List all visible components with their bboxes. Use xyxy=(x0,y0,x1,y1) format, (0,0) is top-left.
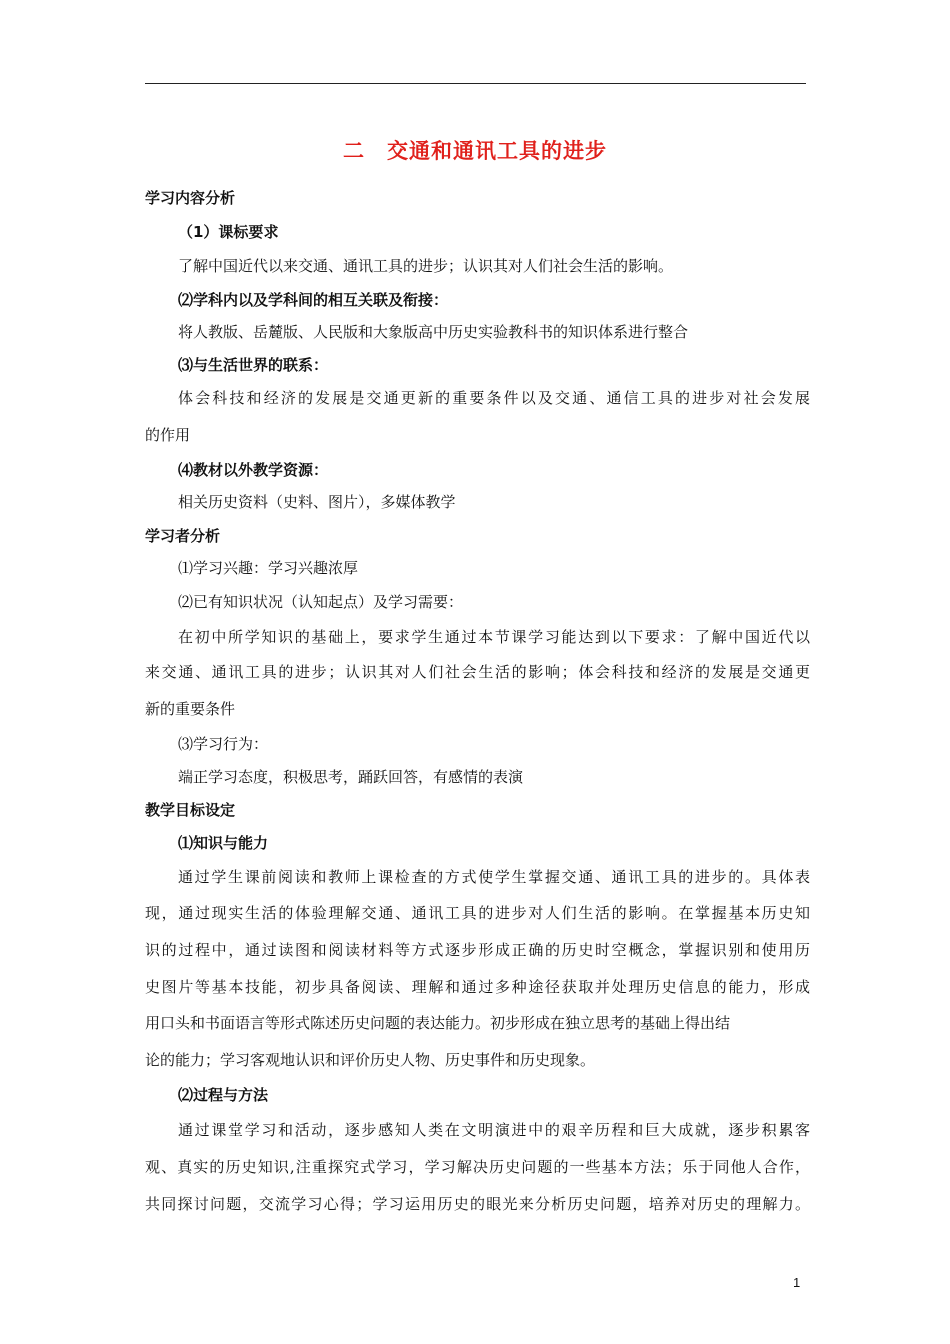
subheading: ⑵学科内以及学科间的相互关联及衔接： xyxy=(178,291,449,309)
text-line: 观、真实的历史知识,注重探究式学习，学习解决历史问题的一些基本方法；乐于同他人合作， xyxy=(145,1158,810,1176)
section-heading: 学习者分析 xyxy=(145,527,221,545)
text-line: 识的过程中，通过读图和阅读材料等方式逐步形成正确的历史时空概念，掌握识别和使用历 xyxy=(145,941,810,959)
text-line: 的作用 xyxy=(145,426,191,444)
text-line: ⑵已有知识状况（认知起点）及学习需要： xyxy=(178,593,464,611)
subheading: （1）课标要求 xyxy=(178,223,279,241)
section-heading: 教学目标设定 xyxy=(145,801,236,819)
document-title: 二 交通和通讯工具的进步 xyxy=(343,139,607,163)
text-line: ⑴学习兴趣：学习兴趣浓厚 xyxy=(178,559,359,577)
text-line: 在初中所学知识的基础上，要求学生通过本节课学习能达到以下要求：了解中国近代以 xyxy=(178,628,810,646)
text-line: 现，通过现实生活的体验理解交通、通讯工具的进步对人们生活的影响。在掌握基本历史知 xyxy=(145,904,810,922)
text-line: 用口头和书面语言等形式陈述历史问题的表达能力。初步形成在独立思考的基础上得出结 xyxy=(145,1014,731,1032)
text-line: 端正学习态度，积极思考，踊跃回答，有感情的表演 xyxy=(178,768,524,786)
header-rule xyxy=(145,83,806,84)
subheading: ⑵过程与方法 xyxy=(178,1086,269,1104)
text-line: ⑶学习行为： xyxy=(178,735,269,753)
subheading: ⑴知识与能力 xyxy=(178,834,269,852)
text-line: 来交通、通讯工具的进步；认识其对人们社会生活的影响；体会科技和经济的发展是交通更 xyxy=(145,663,810,681)
text-line: 通过学生课前阅读和教师上课检查的方式使学生掌握交通、通讯工具的进步的。具体表 xyxy=(178,868,810,886)
text-line: 了解中国近代以来交通、通讯工具的进步；认识其对人们社会生活的影响。 xyxy=(178,257,674,275)
text-line: 论的能力；学习客观地认识和评价历史人物、历史事件和历史现象。 xyxy=(145,1051,596,1069)
page-number: 1 xyxy=(793,1275,801,1290)
text-line: 将人教版、岳麓版、人民版和大象版高中历史实验教科书的知识体系进行整合 xyxy=(178,323,689,341)
text-line: 相关历史资料（史料、图片），多媒体教学 xyxy=(178,493,456,511)
text-line: 体会科技和经济的发展是交通更新的重要条件以及交通、通信工具的进步对社会发展 xyxy=(178,389,810,407)
text-line: 新的重要条件 xyxy=(145,700,236,718)
subheading: ⑶与生活世界的联系： xyxy=(178,356,329,374)
subheading: ⑷教材以外教学资源： xyxy=(178,461,329,479)
text-line: 通过课堂学习和活动，逐步感知人类在文明演进中的艰辛历程和巨大成就，逐步积累客 xyxy=(178,1121,810,1139)
text-line: 史图片等基本技能，初步具备阅读、理解和通过多种途径获取并处理历史信息的能力，形成 xyxy=(145,978,810,996)
section-heading: 学习内容分析 xyxy=(145,189,236,207)
text-line: 共同探讨问题，交流学习心得；学习运用历史的眼光来分析历史问题，培养对历史的理解力。 xyxy=(145,1195,810,1213)
